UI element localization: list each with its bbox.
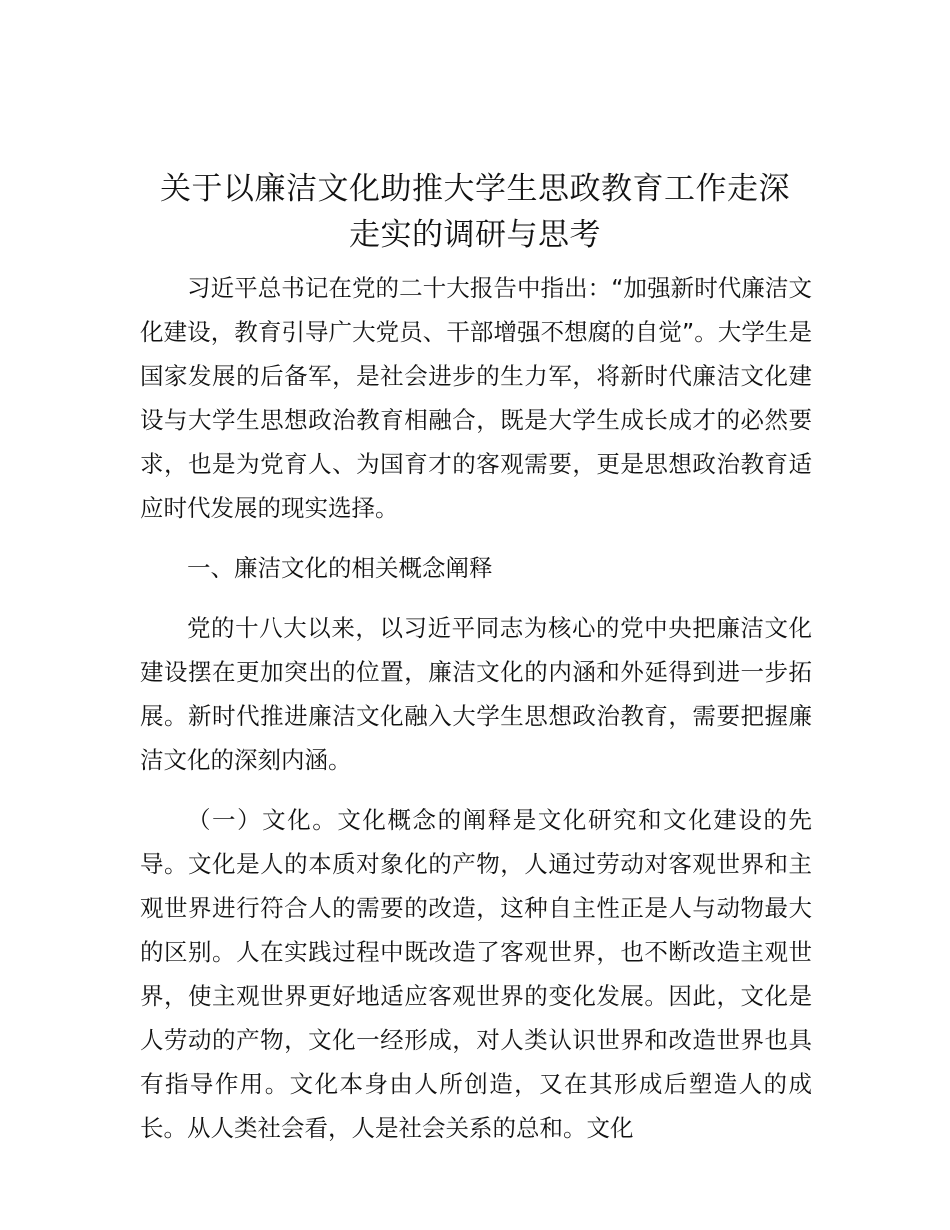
section-heading-1: 一、廉洁文化的相关概念阐释 (187, 554, 493, 582)
paragraph-culture: （一）文化。文化概念的阐释是文化研究和文化建设的先导。文化是人的本质对象化的产物，人通过劳动对客观世界和主观世界进行符合人的需要的改造，这种自主性正是人与动物最大的区别。人在实践过程中既改造了客观世界，也不断改造主观世界，使主观世界更好地适应客观世界的变化发展。因此，文化是人劳动的产物，文化一经形成，对人类认识世界和改造世界也具有指导作用。文化本身由人所创造，又在其形成后塑造人的成长。从人类社会看，人是社会关系的总和。文化 (140, 806, 812, 1142)
paragraph-section-1: 党的十八大以来，以习近平同志为核心的党中央把廉洁文化建设摆在更加突出的位置，廉洁文化的内涵和外延得到进一步拓展。新时代推进廉洁文化融入大学生思想政治教育，需要把握廉洁文化的深刻内涵。 (140, 614, 812, 774)
document-title (120, 166, 830, 258)
paragraph-intro: 习近平总书记在党的二十大报告中指出：“加强新时代廉洁文化建设，教育引导广大党员、干部增强不想腐的自觉”。大学生是国家发展的后备军，是社会进步的生力军，将新时代廉洁文化建设与大学生思想政治教育相融合，既是大学生成长成才的必然要求，也是为党育人、为国育才的客观需要，更是思想政治教育适应时代发展的现实选择。 (140, 274, 812, 522)
title-line-2: 走实的调研与思考 (349, 217, 601, 253)
document-body (140, 266, 812, 1150)
title-line-1: 关于以廉洁文化助推大学生思政教育工作走深 (160, 171, 790, 207)
